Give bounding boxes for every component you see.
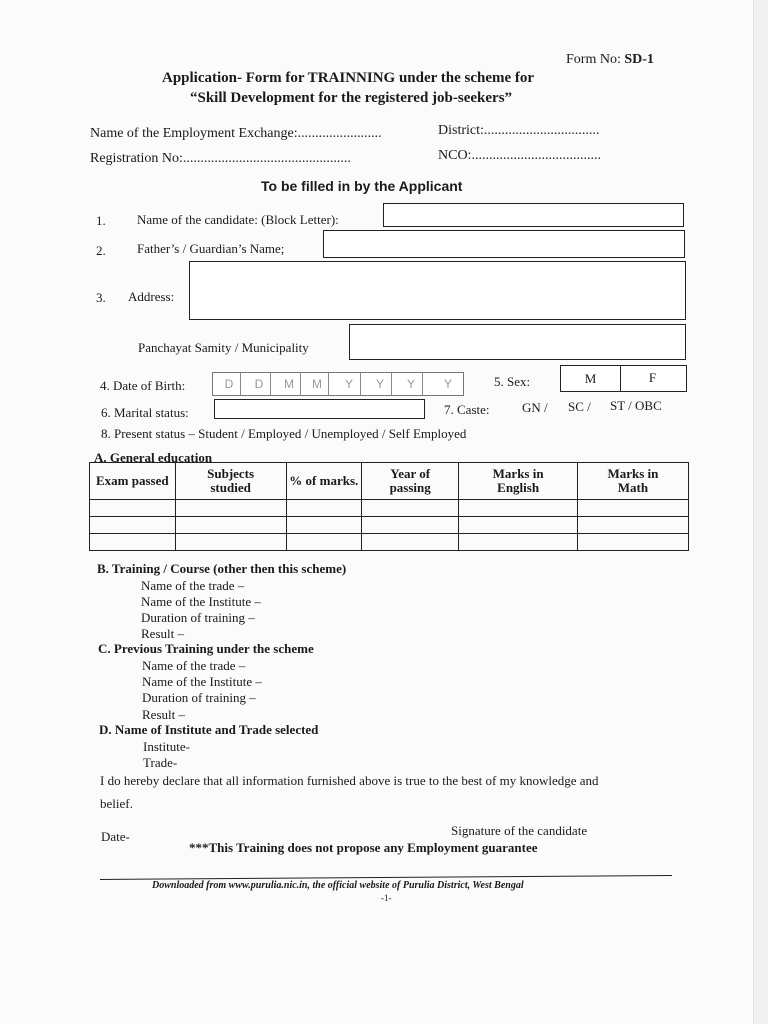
marital-label: 6. Marital status: — [101, 405, 189, 420]
nco-field[interactable]: NCO:..................................... — [438, 148, 601, 163]
col-percent-marks: % of marks. — [286, 463, 361, 500]
col-marks-english: Marks in English — [459, 463, 577, 500]
training-institute: Name of the Institute – — [141, 594, 261, 609]
education-table — [89, 462, 689, 551]
dob-digit: Y — [369, 373, 392, 395]
sex-label: 5. Sex: — [494, 374, 531, 389]
address-number: 3. — [96, 290, 106, 305]
selected-institute: Institute- — [143, 739, 190, 754]
address-input[interactable] — [189, 261, 686, 320]
sex-option-male[interactable]: M — [561, 366, 621, 391]
education-heading: A. General education — [94, 450, 213, 465]
form-number: Form No: SD-1 — [566, 52, 654, 67]
date-label: Date- — [101, 829, 130, 844]
previous-heading: C. Previous Training under the scheme — [98, 641, 314, 656]
dob-digit: Y — [338, 373, 361, 395]
father-name-input[interactable] — [323, 230, 685, 258]
selected-heading: D. Name of Institute and Trade selected — [99, 722, 319, 737]
guarantee-note: ***This Training does not propose any Employment guarantee — [189, 840, 538, 855]
table-row[interactable] — [90, 517, 689, 534]
declaration-line1: I do hereby declare that all information furnished above is true to the best of my knowledge and — [100, 773, 599, 788]
table-row[interactable] — [90, 500, 689, 517]
address-label: Address: — [128, 289, 175, 304]
caste-option-gn[interactable]: GN / — [522, 400, 548, 415]
candidate-name-input[interactable] — [383, 203, 684, 227]
employment-exchange-field[interactable]: Name of the Employment Exchange:........................ — [90, 126, 382, 141]
previous-result: Result – — [142, 707, 185, 722]
previous-duration: Duration of training – — [142, 690, 256, 705]
district-field[interactable]: District:................................. — [438, 123, 600, 138]
candidate-label: Name of the candidate: (Block Letter): — [137, 212, 339, 227]
dob-digit: Y — [400, 373, 423, 395]
caste-option-sc[interactable]: SC / — [568, 399, 591, 414]
marital-status-input[interactable] — [214, 399, 425, 419]
caste-option-st-obc[interactable]: ST / OBC — [610, 398, 662, 413]
training-result: Result – — [141, 626, 184, 641]
panchayat-label: Panchayat Samity / Municipality — [138, 340, 309, 355]
section-heading: To be filled in by the Applicant — [261, 178, 463, 194]
registration-no-field[interactable]: Registration No:................................................ — [90, 151, 351, 166]
selected-trade: Trade- — [143, 755, 178, 770]
panchayat-input[interactable] — [349, 324, 686, 360]
previous-institute: Name of the Institute – — [142, 674, 262, 689]
dob-digit: M — [306, 373, 329, 395]
training-trade: Name of the trade – — [141, 578, 245, 593]
dob-digit: D — [248, 373, 271, 395]
col-marks-math: Marks in Math — [577, 463, 688, 500]
sex-option-female[interactable]: F — [648, 370, 657, 385]
dob-digit: Y — [443, 377, 452, 391]
scan-edge — [753, 0, 768, 1024]
previous-trade: Name of the trade – — [142, 658, 246, 673]
present-status: 8. Present status – Student / Employed / Unemployed / Self Employed — [101, 426, 467, 441]
col-year-passing: Year of passing — [361, 463, 459, 500]
dob-label: 4. Date of Birth: — [100, 378, 186, 393]
training-duration: Duration of training – — [141, 610, 255, 625]
caste-label: 7. Caste: — [444, 402, 490, 417]
col-subjects: Subjects studied — [175, 463, 286, 500]
form-title-line2: “Skill Development for the registered job-seekers” — [190, 90, 513, 106]
dob-digit: M — [278, 373, 301, 395]
col-exam-passed: Exam passed — [90, 463, 176, 500]
form-title-line1: Application- Form for TRAINNING under the scheme for — [162, 70, 535, 86]
page-number: -1- — [381, 893, 392, 903]
footer-downloaded: Downloaded from www.purulia.nic.in, the official website of Purulia District, West Bengal — [152, 880, 524, 891]
table-header-row — [90, 463, 689, 500]
declaration-line2: belief. — [100, 796, 133, 811]
signature-label: Signature of the candidate — [451, 823, 588, 838]
father-label: Father’s / Guardian’s Name; — [137, 241, 285, 256]
training-heading: B. Training / Course (other then this scheme) — [97, 561, 347, 576]
dob-digit: D — [218, 373, 241, 395]
table-row[interactable] — [90, 534, 689, 551]
father-number: 2. — [96, 243, 106, 258]
candidate-number: 1. — [96, 213, 106, 228]
